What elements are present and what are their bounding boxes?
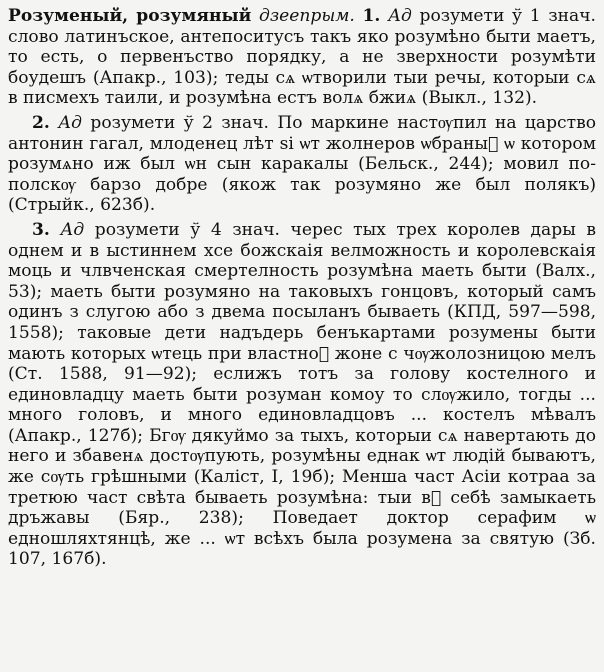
sense-number: 1.	[362, 6, 381, 26]
sense-text: розумети ў 1 знач. слово латинъское, антепоситусъ такъ яко розумѣно быти маетъ, то есть, о первенъство порядку, а не зверхности розумѣти боудешъ (Апакр., 103); теды сѧ ѡтворили тыи речы, которыи сѧ в писмехъ таили, и розумѣна естъ волѧ бжиѧ (Выкл., 132).	[8, 6, 596, 109]
headword: Розуменый, розумяный	[8, 6, 252, 26]
sense-marker: Ад	[60, 219, 85, 240]
sense-number: 2.	[32, 112, 50, 133]
sense-paragraph-2	[8, 113, 596, 216]
sense-text: розумети ў 4 знач. черес тых трех королев дары в однем и в ыстиннем хсе божскаія велможность и королевскаія моць и члвченская смертелность розумѣна маеть быти (Валх., 53); маеть быти розумяно на таковыхъ гонцовъ, который самъ одинъ з слугою або з двема посыланъ бываеть (КПД, 597—598, 1558); таковые дети надъдерь бенъкартами розумены быти мають которых ѡтець при властноⷭ жоне с чѹжолозницою мелъ (Ст. 1588, 91—92); еслижъ тотъ за голову костелного и единовладцу маеть быти розуман комоу то слѹжило, тогды ... много головъ, и много единовладцовъ ... костелъ мѣвалъ (Апакр., 127б); Бгѹ дякуймо за тыхъ, которыи сѧ навертають до него и збавенѧ достѹпують, розумѣны еднак ѡт людій бываютъ, же сѹть грѣшными (Каліст, І, 19б); Менша част Асіи котраа за третюю част свѣта бываеть розумѣна: тыи вⷭ себѣ замыкаеть дръжавы (Бяр., 238); Поведает доктор серафим ѡ едношляхтянцѣ, же ... ѡт всѣхъ была розумена за святую (Зб. 107, 167б).	[8, 219, 596, 570]
sense-paragraph-3	[8, 220, 596, 570]
sense-paragraph-1	[8, 6, 596, 109]
sense-marker: Ад	[58, 112, 83, 133]
part-of-speech: дзеепрым.	[258, 6, 355, 26]
sense-number: 3.	[32, 219, 50, 240]
sense-marker: Ад	[388, 6, 412, 26]
sense-text: розумети ў 2 знач. По маркине настѹпил на царство антонин гагал, млоденец лѣт ѕі ѡт жолнеров ѡбраныⷭ ѡ котором розумѧно иж был ѡн сын каракалы (Бельск., 244); мовил по-полскѹ барзо добре (якож так розумяно же был полякъ) (Стрыйк., 623б).	[8, 112, 596, 216]
